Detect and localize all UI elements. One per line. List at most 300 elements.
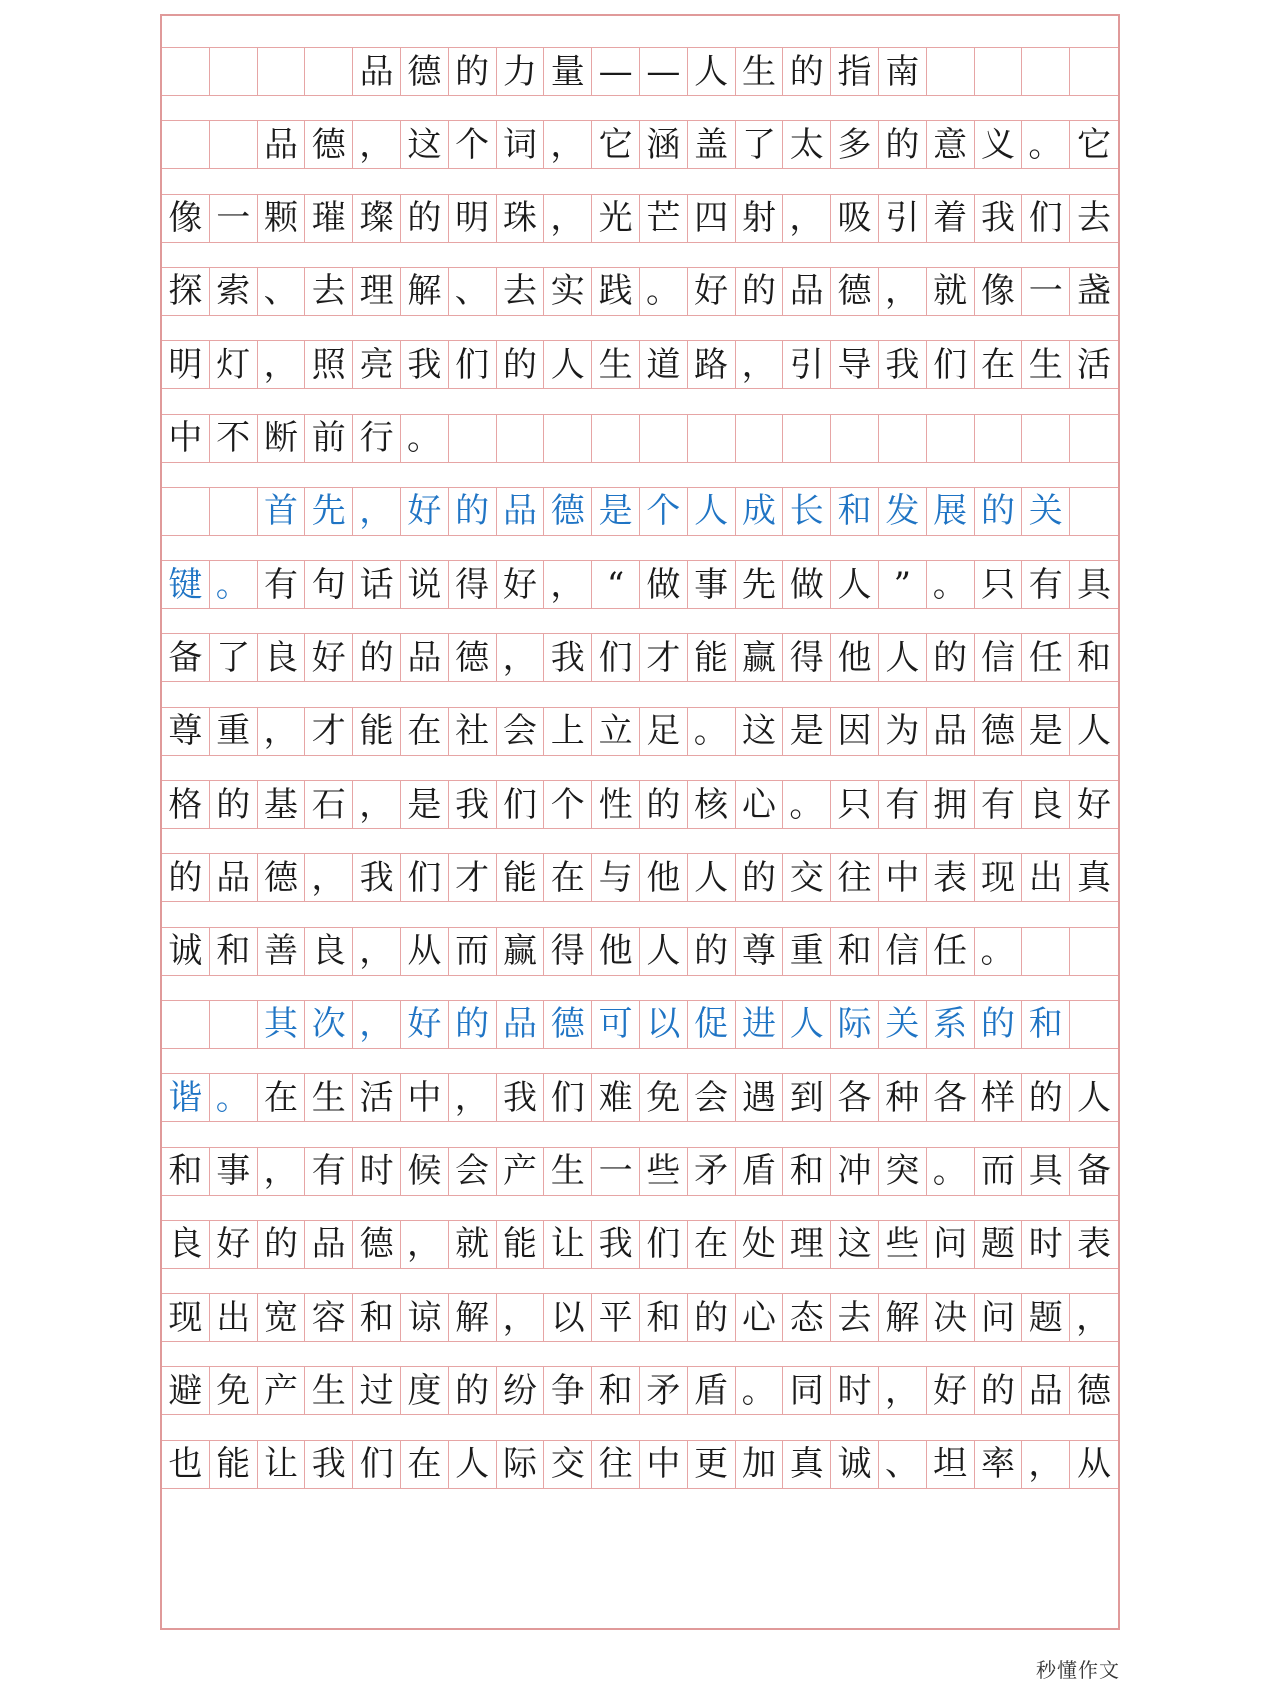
grid-cell: 我 — [975, 195, 1023, 242]
grid-cell: 赢 — [497, 928, 545, 975]
grid-cell: 颗 — [258, 195, 306, 242]
grid-row — [162, 560, 1118, 609]
grid-cell: 就 — [449, 1221, 497, 1268]
grid-cell — [688, 415, 736, 462]
grid-cell: 有 — [258, 561, 306, 608]
grid-cell: 盖 — [688, 121, 736, 168]
grid-cell: 品 — [353, 48, 401, 95]
grid-row — [162, 1147, 1118, 1196]
grid-cell: 先 — [305, 488, 353, 535]
grid-cell: 德 — [975, 708, 1023, 755]
grid-cell: 指 — [831, 48, 879, 95]
grid-cell: 照 — [305, 341, 353, 388]
grid-cell: 涵 — [640, 121, 688, 168]
grid-cell — [831, 415, 879, 462]
grid-cell: 具 — [1077, 564, 1112, 605]
grid-cell: 。 — [975, 928, 1023, 975]
grid-cell: 生 — [305, 1074, 353, 1121]
grid-cell: 平 — [592, 1294, 640, 1341]
grid-cell: 良 — [258, 634, 306, 681]
grid-cell: 尊 — [162, 708, 210, 755]
grid-cell — [162, 488, 210, 535]
grid-cell: 生 — [736, 48, 784, 95]
grid-row — [162, 1220, 1118, 1269]
grid-cell: 格 — [162, 781, 210, 828]
grid-cell: 我 — [497, 1074, 545, 1121]
grid-row — [162, 1366, 1118, 1415]
grid-cell: 谐 — [162, 1074, 210, 1121]
grid-row — [162, 194, 1118, 243]
grid-cell: 德 — [544, 1001, 592, 1048]
grid-cell: 首 — [258, 488, 306, 535]
grid-cell: 往 — [831, 854, 879, 901]
grid-row — [162, 927, 1118, 976]
grid-cell: 、 — [879, 1441, 927, 1488]
grid-cell — [1022, 928, 1070, 975]
grid-cell: 在 — [401, 1441, 449, 1488]
grid-cell: 活 — [353, 1074, 401, 1121]
grid-cell: 吸 — [831, 195, 879, 242]
grid-cell: 态 — [783, 1294, 831, 1341]
grid-cell: 们 — [544, 1074, 592, 1121]
grid-cell: 任 — [927, 928, 975, 975]
grid-cell: 种 — [879, 1074, 927, 1121]
grid-cell: 探 — [162, 268, 210, 315]
grid-cell: 遇 — [736, 1074, 784, 1121]
grid-cell — [1022, 48, 1070, 95]
grid-cell — [1070, 488, 1118, 535]
grid-cell: 品 — [401, 634, 449, 681]
grid-cell: 和 — [1022, 1001, 1070, 1048]
grid-cell: 。 — [1022, 121, 1070, 168]
grid-cell: 芒 — [640, 195, 688, 242]
grid-cell: 度 — [401, 1367, 449, 1414]
grid-cell: ， — [736, 341, 784, 388]
grid-cell: 他 — [592, 928, 640, 975]
grid-cell: 去 — [831, 1294, 879, 1341]
grid-cell: 句 — [305, 561, 353, 608]
grid-cell: 了 — [736, 121, 784, 168]
grid-cell: 重 — [210, 708, 258, 755]
grid-cell: 容 — [305, 1294, 353, 1341]
grid-cell: 在 — [401, 708, 449, 755]
grid-cell: 石 — [305, 781, 353, 828]
grid-cell: 能 — [353, 708, 401, 755]
grid-cell: 中 — [879, 854, 927, 901]
grid-cell: 在 — [975, 341, 1023, 388]
grid-row — [162, 47, 1118, 96]
grid-cell: ， — [353, 781, 401, 828]
grid-cell: 加 — [736, 1441, 784, 1488]
grid-cell: 诚 — [162, 928, 210, 975]
grid-cell: 社 — [449, 708, 497, 755]
grid-cell: “ — [592, 561, 640, 608]
grid-cell — [783, 415, 831, 462]
grid-cell: 四 — [688, 195, 736, 242]
grid-cell — [1070, 928, 1118, 975]
grid-cell: 人 — [688, 488, 736, 535]
grid-cell: 是 — [401, 781, 449, 828]
grid-cell: 是 — [1022, 708, 1070, 755]
grid-cell: 好 — [401, 1001, 449, 1048]
grid-cell: 产 — [497, 1148, 545, 1195]
grid-cell: 着 — [927, 195, 975, 242]
grid-cell: 关 — [879, 1001, 927, 1048]
grid-cell: 问 — [975, 1294, 1023, 1341]
grid-cell: 从 — [401, 928, 449, 975]
grid-cell: 词 — [497, 121, 545, 168]
grid-cell: 德 — [544, 488, 592, 535]
grid-row — [162, 633, 1118, 682]
grid-cell: 在 — [688, 1221, 736, 1268]
grid-cell: 核 — [688, 781, 736, 828]
grid-cell: 的 — [783, 48, 831, 95]
grid-cell: 过 — [353, 1367, 401, 1414]
grid-cell: 们 — [449, 341, 497, 388]
grid-cell: ， — [879, 268, 927, 315]
grid-cell: 好 — [1077, 784, 1112, 825]
grid-cell: 引 — [879, 195, 927, 242]
grid-cell: 诚 — [831, 1441, 879, 1488]
grid-cell — [1070, 415, 1118, 462]
grid-cell: ， — [258, 708, 306, 755]
grid-cell: 射 — [736, 195, 784, 242]
grid-cell: 在 — [258, 1074, 306, 1121]
grid-cell: 们 — [401, 854, 449, 901]
grid-cell: 我 — [544, 634, 592, 681]
grid-cell: ， — [305, 854, 353, 901]
grid-cell: 解 — [879, 1294, 927, 1341]
grid-cell: 和 — [210, 928, 258, 975]
grid-cell: 与 — [592, 854, 640, 901]
grid-cell: 先 — [736, 561, 784, 608]
grid-cell: 和 — [1077, 637, 1112, 678]
grid-cell: 上 — [544, 708, 592, 755]
grid-cell: 解 — [449, 1294, 497, 1341]
grid-cell: 题 — [975, 1221, 1023, 1268]
grid-cell: 。 — [927, 561, 975, 608]
grid-cell: 得 — [449, 561, 497, 608]
grid-cell: 就 — [927, 268, 975, 315]
grid-row — [162, 1000, 1118, 1049]
grid-cell: 免 — [640, 1074, 688, 1121]
grid-cell: 免 — [210, 1367, 258, 1414]
grid-cell: 成 — [736, 488, 784, 535]
grid-cell: 良 — [162, 1221, 210, 1268]
grid-cell: 人 — [640, 928, 688, 975]
grid-cell: 。 — [640, 268, 688, 315]
grid-cell — [927, 48, 975, 95]
grid-cell: ， — [497, 634, 545, 681]
grid-cell: 我 — [401, 341, 449, 388]
grid-cell: 。 — [927, 1148, 975, 1195]
grid-row — [162, 780, 1118, 829]
grid-cell — [210, 121, 258, 168]
grid-cell: 人 — [879, 634, 927, 681]
grid-cell: 盏 — [1077, 271, 1112, 312]
grid-cell: 矛 — [688, 1148, 736, 1195]
grid-cell: 生 — [544, 1148, 592, 1195]
grid-cell: 我 — [592, 1221, 640, 1268]
grid-cell: 只 — [975, 561, 1023, 608]
grid-cell: 以 — [640, 1001, 688, 1048]
grid-cell: 让 — [544, 1221, 592, 1268]
grid-cell: 的 — [736, 854, 784, 901]
grid-cell: ， — [449, 1074, 497, 1121]
grid-cell: 才 — [640, 634, 688, 681]
grid-cell: 盾 — [688, 1367, 736, 1414]
grid-cell — [162, 121, 210, 168]
grid-cell — [640, 415, 688, 462]
grid-cell: 是 — [592, 488, 640, 535]
grid-cell: 时 — [353, 1148, 401, 1195]
grid-cell: 到 — [783, 1074, 831, 1121]
grid-cell: 品 — [305, 1221, 353, 1268]
grid-cell: 宽 — [258, 1294, 306, 1341]
grid-cell: 行 — [353, 415, 401, 462]
grid-cell: 好 — [497, 561, 545, 608]
grid-cell: 在 — [544, 854, 592, 901]
grid-cell: ， — [353, 488, 401, 535]
grid-cell: 它 — [592, 121, 640, 168]
grid-cell — [258, 48, 306, 95]
grid-cell: 信 — [975, 634, 1023, 681]
grid-cell: 尊 — [736, 928, 784, 975]
grid-cell: ， — [783, 195, 831, 242]
grid-cell: 人 — [688, 854, 736, 901]
grid-cell: 和 — [831, 488, 879, 535]
grid-cell: ， — [497, 1294, 545, 1341]
grid-cell: 亮 — [353, 341, 401, 388]
grid-cell: 好 — [305, 634, 353, 681]
grid-cell: 中 — [640, 1441, 688, 1488]
grid-cell: 冲 — [831, 1148, 879, 1195]
grid-cell: ， — [879, 1367, 927, 1414]
grid-cell: ， — [258, 1148, 306, 1195]
grid-cell — [1070, 48, 1118, 95]
grid-cell: 的 — [258, 1221, 306, 1268]
grid-cell: 的 — [688, 1294, 736, 1341]
grid-cell — [927, 415, 975, 462]
grid-cell: 们 — [497, 781, 545, 828]
grid-cell: 个 — [449, 121, 497, 168]
grid-cell: 立 — [592, 708, 640, 755]
grid-cell: 能 — [688, 634, 736, 681]
grid-cell: 导 — [831, 341, 879, 388]
grid-cell: 心 — [736, 781, 784, 828]
grid-cell: 说 — [401, 561, 449, 608]
grid-cell: 中 — [162, 415, 210, 462]
grid-cell: 这 — [401, 121, 449, 168]
grid-cell: 意 — [927, 121, 975, 168]
grid-cell: 心 — [736, 1294, 784, 1341]
grid-cell: 的 — [449, 1367, 497, 1414]
grid-cell: 话 — [353, 561, 401, 608]
grid-cell: 而 — [975, 1148, 1023, 1195]
grid-cell: 去 — [497, 268, 545, 315]
grid-cell: 率 — [975, 1441, 1023, 1488]
grid-cell — [162, 1001, 210, 1048]
grid-cell: 的 — [401, 195, 449, 242]
grid-cell: 展 — [927, 488, 975, 535]
grid-cell: 做 — [783, 561, 831, 608]
grid-cell: 的 — [449, 1001, 497, 1048]
grid-row — [162, 340, 1118, 389]
grid-cell — [210, 1001, 258, 1048]
grid-cell: 的 — [210, 781, 258, 828]
grid-cell: 太 — [783, 121, 831, 168]
grid-cell: ， — [544, 195, 592, 242]
grid-cell: 性 — [592, 781, 640, 828]
grid-cell: 去 — [1077, 198, 1112, 239]
grid-cell: 不 — [210, 415, 258, 462]
grid-cell: 珠 — [497, 195, 545, 242]
grid-cell: 从 — [1077, 1444, 1112, 1485]
grid-cell: 个 — [640, 488, 688, 535]
grid-cell: 生 — [305, 1367, 353, 1414]
grid-cell: 些 — [640, 1148, 688, 1195]
grid-cell: 关 — [1022, 488, 1070, 535]
grid-cell: 多 — [831, 121, 879, 168]
grid-cell: 品 — [1022, 1367, 1070, 1414]
grid-cell: 交 — [544, 1441, 592, 1488]
grid-cell: 他 — [640, 854, 688, 901]
grid-cell: 只 — [831, 781, 879, 828]
grid-cell: 让 — [258, 1441, 306, 1488]
grid-cell: 、 — [449, 268, 497, 315]
grid-cell: 有 — [975, 781, 1023, 828]
grid-cell: 们 — [1022, 195, 1070, 242]
grid-cell — [592, 415, 640, 462]
grid-row — [162, 1293, 1118, 1342]
grid-cell: 解 — [401, 268, 449, 315]
grid-cell: 们 — [640, 1221, 688, 1268]
grid-cell: 这 — [736, 708, 784, 755]
grid-cell: 。 — [401, 415, 449, 462]
grid-cell: ， — [1076, 1297, 1111, 1338]
grid-cell: 可 — [592, 1001, 640, 1048]
grid-cell: 促 — [688, 1001, 736, 1048]
grid-cell: 会 — [688, 1074, 736, 1121]
grid-cell: 系 — [927, 1001, 975, 1048]
grid-cell: 也 — [162, 1441, 210, 1488]
grid-cell: 出 — [1022, 854, 1070, 901]
grid-cell: 时 — [1022, 1221, 1070, 1268]
grid-cell: ” — [879, 561, 927, 608]
grid-cell: 的 — [736, 268, 784, 315]
grid-cell: 矛 — [640, 1367, 688, 1414]
grid-cell: 德 — [1077, 1370, 1112, 1411]
grid-cell: 盾 — [736, 1148, 784, 1195]
grid-cell: 纷 — [497, 1367, 545, 1414]
grid-cell: 而 — [449, 928, 497, 975]
grid-cell: 明 — [162, 341, 210, 388]
grid-cell: 品 — [927, 708, 975, 755]
grid-cell: 交 — [783, 854, 831, 901]
grid-cell: 们 — [927, 341, 975, 388]
grid-cell — [210, 48, 258, 95]
grid-cell: 索 — [210, 268, 258, 315]
grid-cell: 。 — [783, 781, 831, 828]
grid-cell: 时 — [831, 1367, 879, 1414]
grid-cell: 中 — [401, 1074, 449, 1121]
grid-cell: ， — [401, 1221, 449, 1268]
grid-cell: 现 — [975, 854, 1023, 901]
grid-cell: 践 — [592, 268, 640, 315]
grid-cell: 谅 — [401, 1294, 449, 1341]
grid-cell: 往 — [592, 1441, 640, 1488]
grid-cell: 赢 — [736, 634, 784, 681]
grid-cell: 具 — [1022, 1148, 1070, 1195]
grid-cell: 处 — [736, 1221, 784, 1268]
grid-cell — [736, 415, 784, 462]
grid-cell: 、 — [258, 268, 306, 315]
grid-cell: 品 — [497, 1001, 545, 1048]
grid-cell: 理 — [353, 268, 401, 315]
grid-cell: 信 — [879, 928, 927, 975]
grid-cell: 一 — [592, 1148, 640, 1195]
grid-cell: 的 — [688, 928, 736, 975]
grid-cell: 生 — [592, 341, 640, 388]
grid-cell: ， — [353, 1001, 401, 1048]
grid-cell: 会 — [449, 1148, 497, 1195]
grid-cell — [544, 415, 592, 462]
grid-cell: 避 — [162, 1367, 210, 1414]
grid-cell: 灯 — [210, 341, 258, 388]
grid-cell: 品 — [258, 121, 306, 168]
grid-cell: 良 — [305, 928, 353, 975]
grid-cell: 出 — [210, 1294, 258, 1341]
grid-cell: 引 — [783, 341, 831, 388]
grid-cell: 人 — [1077, 711, 1112, 752]
grid-cell: 他 — [831, 634, 879, 681]
grid-cell: 理 — [783, 1221, 831, 1268]
grid-cell: 发 — [879, 488, 927, 535]
grid-cell — [1070, 1001, 1118, 1048]
grid-cell: 坦 — [927, 1441, 975, 1488]
grid-cell: 表 — [927, 854, 975, 901]
grid-cell: 。 — [210, 561, 258, 608]
grid-cell: 能 — [497, 1221, 545, 1268]
grid-cell: 前 — [305, 415, 353, 462]
composition-grid-sheet — [160, 14, 1120, 1630]
grid-cell: 任 — [1022, 634, 1070, 681]
grid-cell: 事 — [210, 1148, 258, 1195]
grid-cell: ， — [258, 341, 306, 388]
grid-cell: 有 — [879, 781, 927, 828]
grid-cell: 我 — [305, 1441, 353, 1488]
grid-cell: 南 — [879, 48, 927, 95]
grid-cell: 的 — [449, 48, 497, 95]
grid-cell: 其 — [258, 1001, 306, 1048]
grid-cell: 因 — [831, 708, 879, 755]
grid-cell: 基 — [258, 781, 306, 828]
grid-cell: 我 — [449, 781, 497, 828]
grid-cell: 表 — [1077, 1224, 1112, 1265]
grid-cell: 些 — [879, 1221, 927, 1268]
grid-cell — [162, 48, 210, 95]
grid-cell: 备 — [1077, 1151, 1112, 1191]
grid-cell: 了 — [210, 634, 258, 681]
grid-cell: 生 — [1022, 341, 1070, 388]
grid-cell: 人 — [688, 48, 736, 95]
grid-cell: 有 — [1022, 561, 1070, 608]
grid-cell — [975, 48, 1023, 95]
grid-cell: — — [640, 48, 688, 95]
grid-row — [162, 707, 1118, 756]
grid-cell: 德 — [831, 268, 879, 315]
grid-cell: 键 — [162, 561, 210, 608]
